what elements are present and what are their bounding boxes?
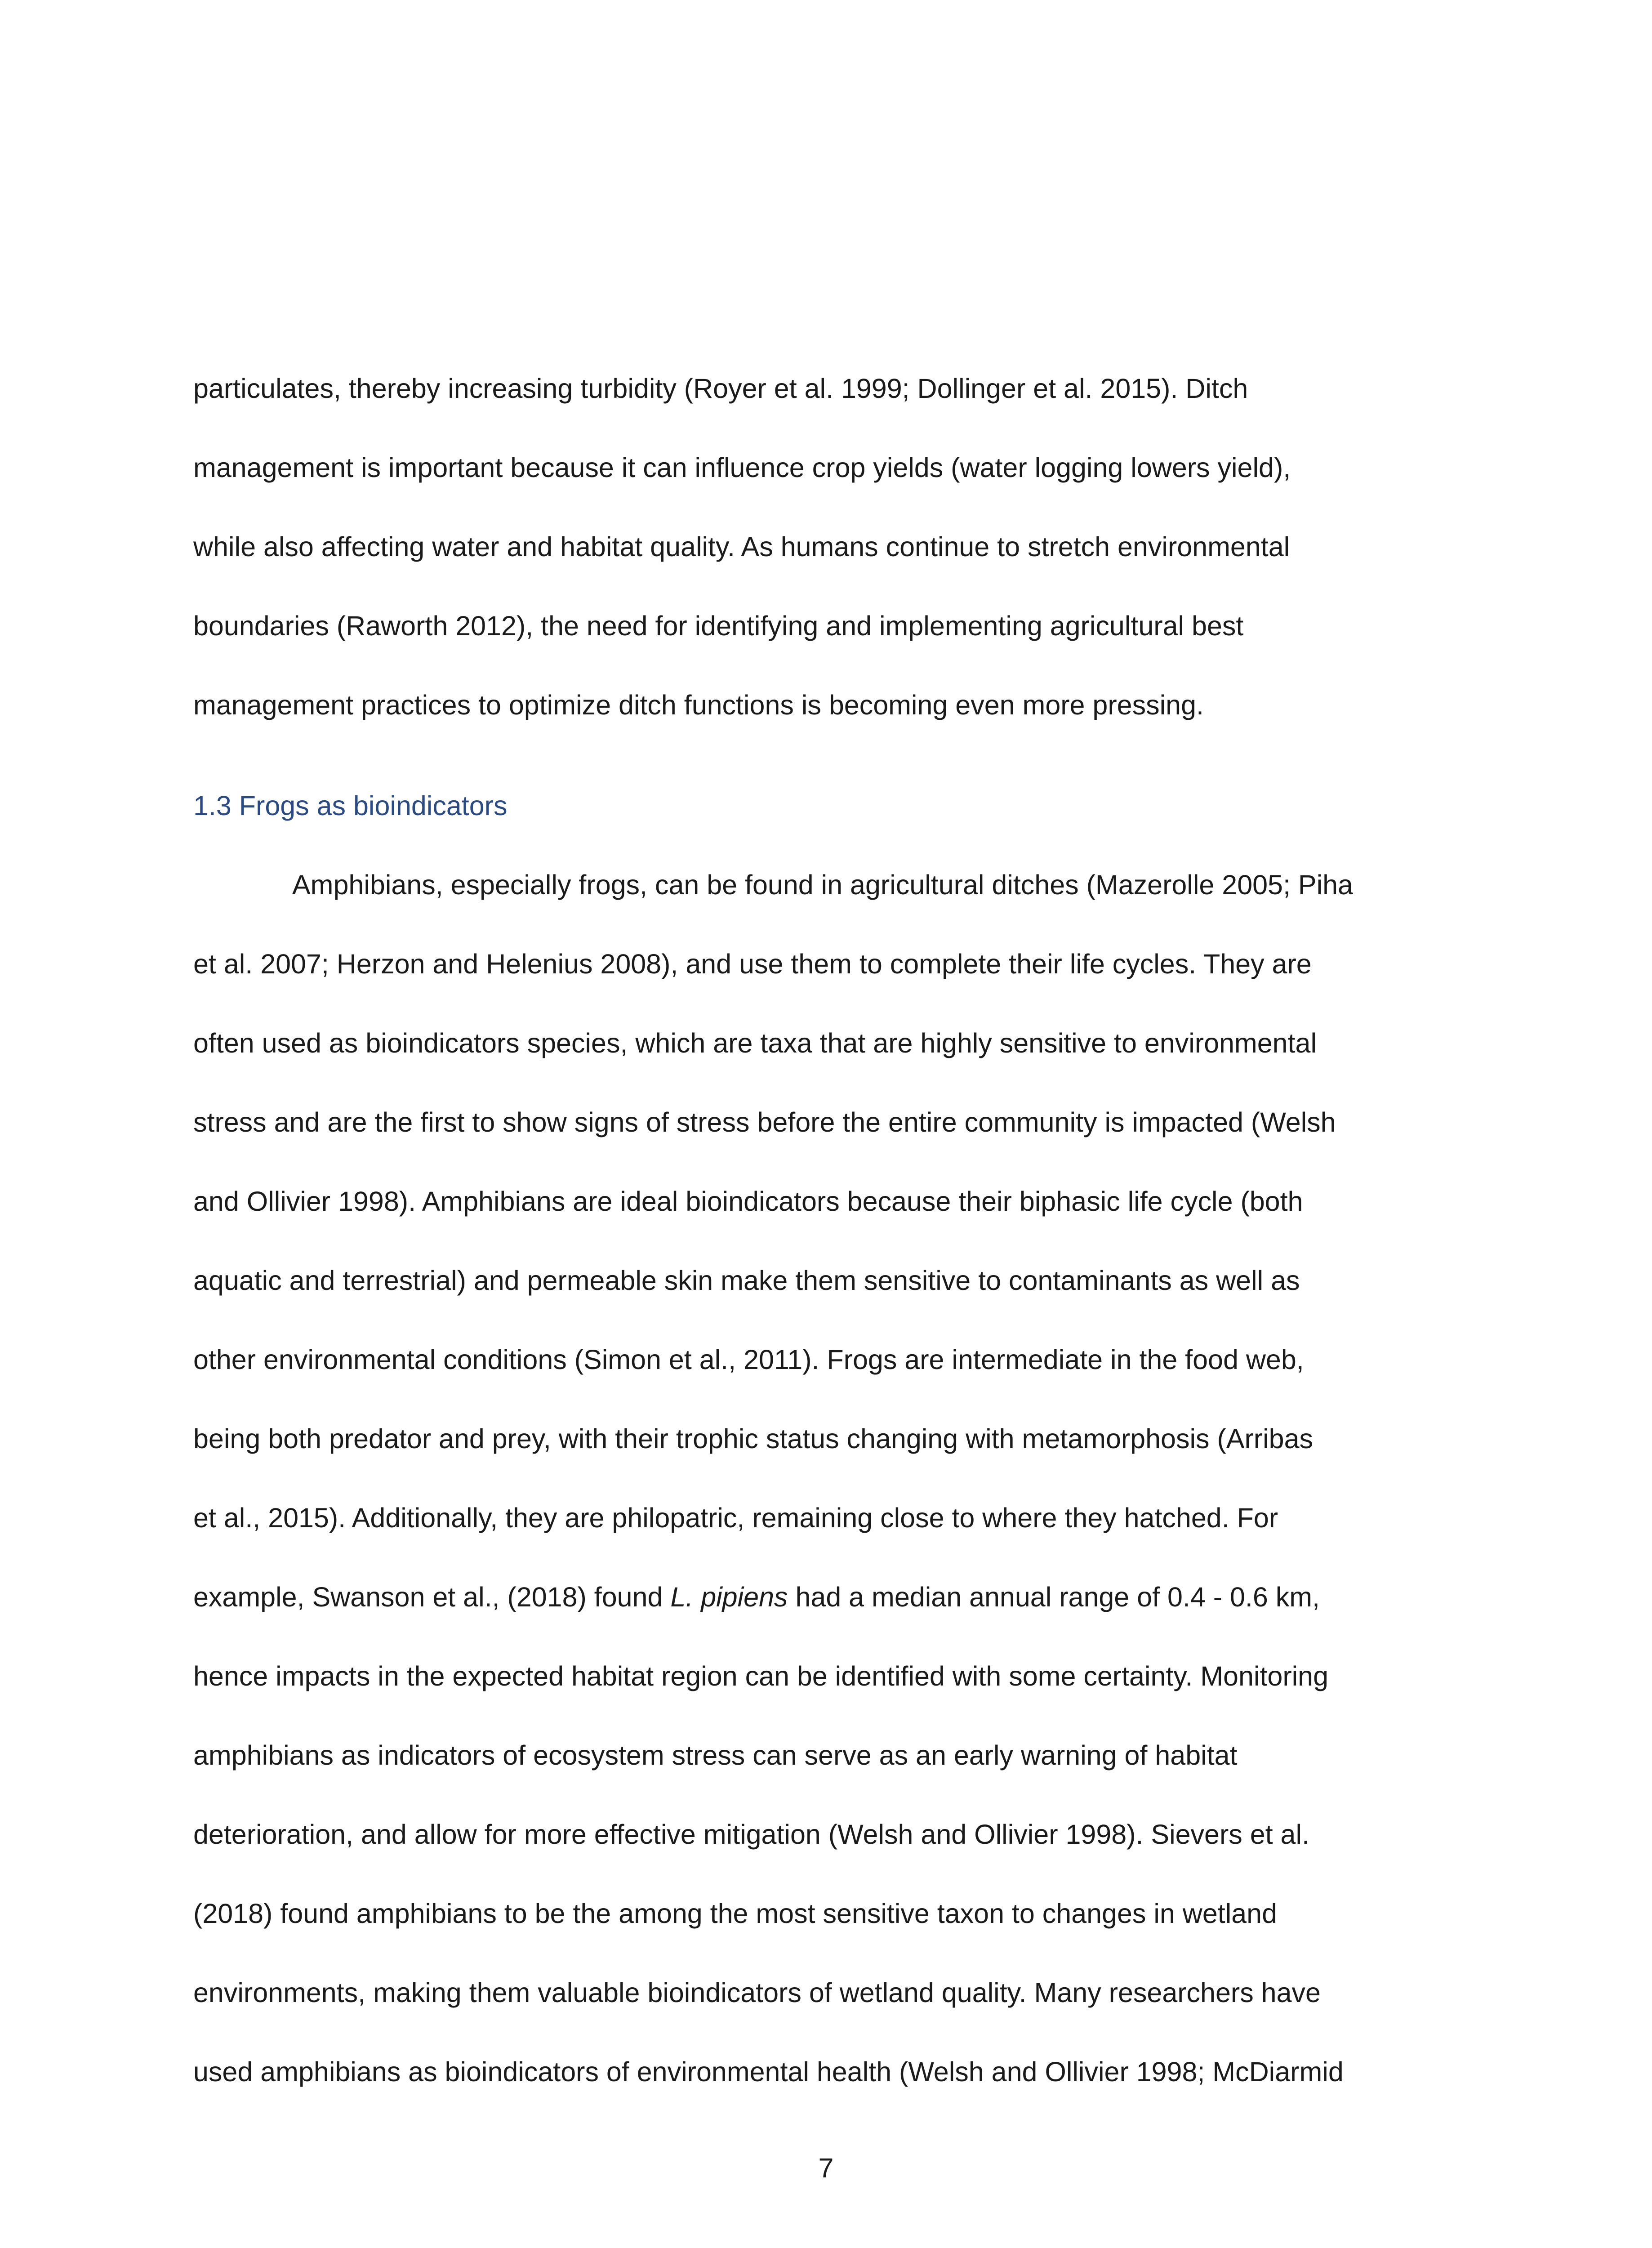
- paragraph-line: et al. 2007; Herzon and Helenius 2008), and use them to complete their life cycles. They are: [193, 949, 1312, 979]
- paragraph-line: management practices to optimize ditch functions is becoming even more pressing.: [193, 690, 1204, 720]
- paragraph-line: and Ollivier 1998). Amphibians are ideal bioindicators because their biphasic life cycle (both: [193, 1186, 1303, 1217]
- paragraph-line: used amphibians as bioindicators of environmental health (Welsh and Ollivier 1998; McDiarmid: [193, 2056, 1344, 2087]
- line-text-after: had a median annual range of 0.4 - 0.6 km,: [788, 1582, 1320, 1612]
- paragraph-line: deterioration, and allow for more effective mitigation (Welsh and Ollivier 1998). Sievers et al.: [193, 1819, 1309, 1850]
- section-heading: 1.3 Frogs as bioindicators: [193, 790, 508, 821]
- paragraph-line: stress and are the first to show signs of stress before the entire community is impacted (Welsh: [193, 1107, 1336, 1137]
- paragraph-line: et al., 2015). Additionally, they are philopatric, remaining close to where they hatched. For: [193, 1503, 1278, 1533]
- paragraph-line: amphibians as indicators of ecosystem stress can serve as an early warning of habitat: [193, 1740, 1238, 1771]
- paragraph-line: particulates, thereby increasing turbidity (Royer et al. 1999; Dollinger et al. 2015). Ditch: [193, 373, 1248, 404]
- paragraph-line: while also affecting water and habitat quality. As humans continue to stretch environmental: [193, 531, 1290, 562]
- species-name-italic: L. pipiens: [670, 1582, 788, 1612]
- paragraph-line: hence impacts in the expected habitat region can be identified with some certainty. Monitoring: [193, 1661, 1329, 1691]
- paragraph-line: environments, making them valuable bioindicators of wetland quality. Many researchers have: [193, 1977, 1321, 2008]
- paragraph-line-with-species: [193, 1579, 1320, 1615]
- line-text-before: example, Swanson et al., (2018) found: [193, 1582, 671, 1612]
- page-number: 7: [818, 2153, 834, 2183]
- paragraph-line: management is important because it can influence crop yields (water logging lowers yield),: [193, 452, 1291, 483]
- paragraph-line: other environmental conditions (Simon et al., 2011). Frogs are intermediate in the food web,: [193, 1344, 1304, 1375]
- paragraph-line: aquatic and terrestrial) and permeable skin make them sensitive to contaminants as well as: [193, 1265, 1300, 1296]
- paragraph-line: often used as bioindicators species, which are taxa that are highly sensitive to environmental: [193, 1028, 1317, 1058]
- paragraph-line: being both predator and prey, with their trophic status changing with metamorphosis (Arribas: [193, 1423, 1313, 1454]
- paragraph-line: boundaries (Raworth 2012), the need for identifying and implementing agricultural best: [193, 611, 1244, 641]
- paragraph-line: (2018) found amphibians to be the among the most sensitive taxon to changes in wetland: [193, 1898, 1278, 1929]
- paragraph-line: Amphibians, especially frogs, can be found in agricultural ditches (Mazerolle 2005; Piha: [292, 870, 1353, 900]
